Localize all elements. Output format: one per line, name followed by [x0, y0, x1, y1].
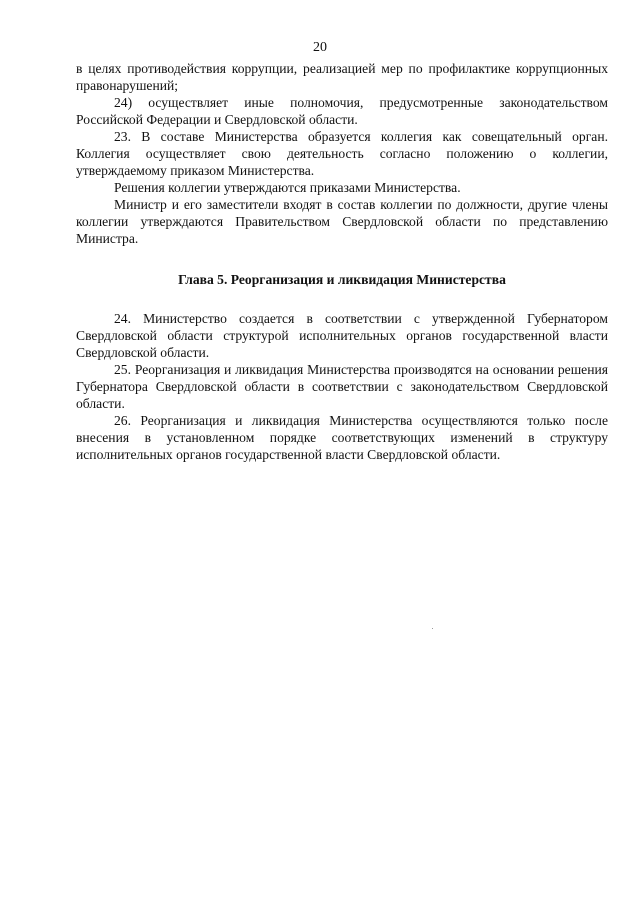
paragraph-item-24: 24) осуществляет иные полномочия, предусмотренные законодательством Российской Федерации и Свердловской области.	[76, 95, 608, 127]
paragraph-26-conditions: 26. Реорганизация и ликвидация Министерства осуществляются только после внесения в установленном порядке соответствующих изменений в структуру исполнительных органов государственной власти Свердловской области.	[76, 413, 608, 462]
paragraph-collegium-decisions: Решения коллегии утверждаются приказами Министерства.	[114, 180, 461, 195]
document-body	[76, 60, 608, 463]
chapter-5-heading: Глава 5. Реорганизация и ликвидация Министерства	[178, 272, 506, 287]
paragraph-25-reorganization: 25. Реорганизация и ликвидация Министерства производятся на основании решения Губернатора Свердловской области в соответствии с законодательством Свердловской области.	[76, 362, 608, 411]
page-number: 20	[313, 40, 327, 55]
paragraph-23-collegium: 23. В составе Министерства образуется коллегия как совещательный орган. Коллегия осуществляет свою деятельность согласно положению о коллегии, утверждаемому приказом Министерства.	[76, 129, 608, 178]
paragraph-continuation: в целях противодействия коррупции, реализацией мер по профилактике коррупционных правонарушений;	[76, 61, 608, 93]
scan-speck	[432, 628, 433, 629]
paragraph-collegium-members: Министр и его заместители входят в состав коллегии по должности, другие члены коллегии утверждаются Правительством Свердловской области по представлению Министра.	[76, 197, 608, 246]
paragraph-24-creation: 24. Министерство создается в соответствии с утвержденной Губернатором Свердловской области структурой исполнительных органов государственной власти Свердловской области.	[76, 311, 608, 360]
